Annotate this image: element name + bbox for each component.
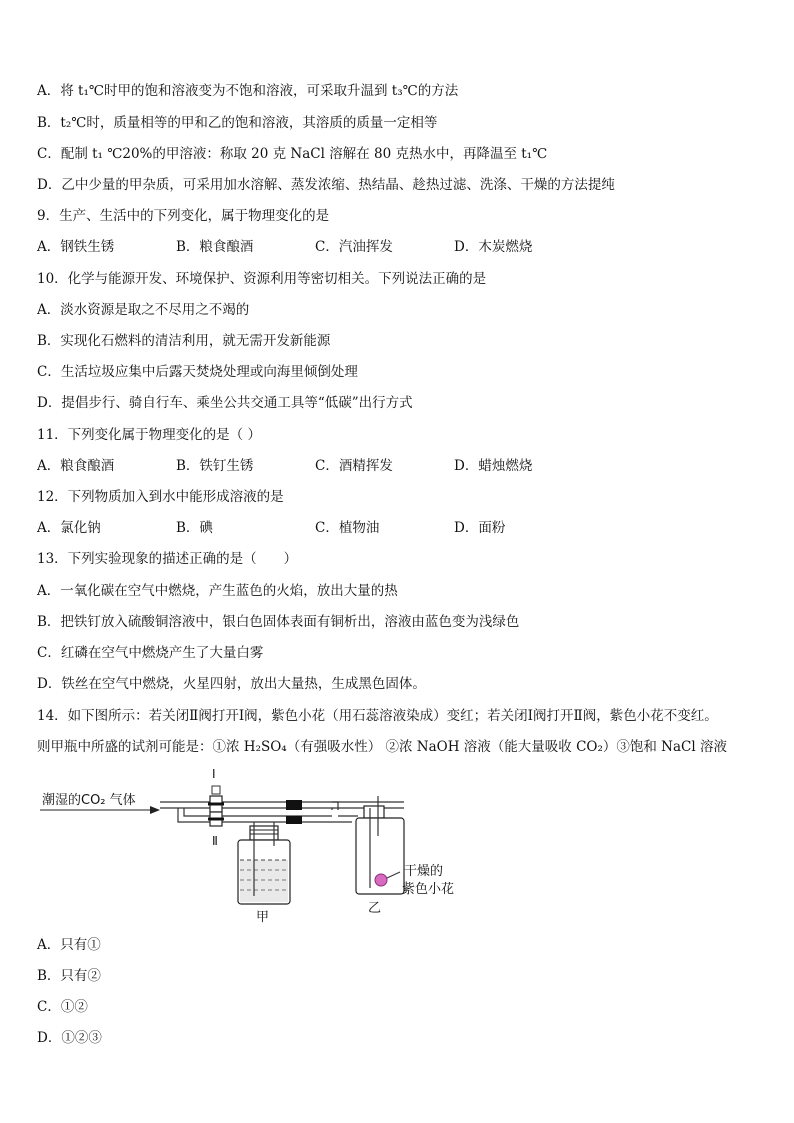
q13-option-b: B．把铁钉放入硫酸铜溶液中，银白色固体表面有铜析出，溶液由蓝色变为浅绿色 <box>37 614 520 630</box>
q14-option-b: B．只有② <box>37 968 101 984</box>
lower-tube <box>178 808 338 822</box>
q13-stem: 13．下列实验现象的描述正确的是（ ） <box>37 551 298 567</box>
q9-option-c: C．汽油挥发 <box>315 239 393 255</box>
q10-stem: 10．化学与能源开发、环境保护、资源利用等密切相关。下列说法正确的是 <box>37 271 487 287</box>
q8-option-c: C．配制 t₁ ℃20%的甲溶液：称取 20 克 NaCl 溶解在 80 克热水中，再降温至 t₁℃ <box>37 146 548 162</box>
gas-label: 潮湿的CO₂ 气体 <box>42 793 136 808</box>
upper-tube <box>160 802 338 810</box>
q8-option-a: A．将 t₁℃时甲的饱和溶液变为不饱和溶液，可采取升温到 t₃℃的方法 <box>37 83 459 99</box>
flower-icon <box>375 874 387 886</box>
bottle-b-stopper <box>364 806 384 818</box>
q14-option-c: C．①② <box>37 999 88 1015</box>
q11-stem: 11．下列变化属于物理变化的是（ ） <box>37 427 261 443</box>
q8-option-b: B．t₂℃时，质量相等的甲和乙的饱和溶液，其溶质的质量一定相等 <box>37 115 438 131</box>
q11-options <box>37 457 593 475</box>
bottle-b-label: 乙 <box>368 901 382 916</box>
q14-stem-line2: 则甲瓶中所盛的试剂可能是：①浓 H₂SO₄（有强吸水性） ②浓 NaOH 溶液（能大量吸收 CO₂）③饱和 NaCl 溶液 <box>37 739 727 755</box>
q12-option-a: A．氯化钠 <box>37 520 101 536</box>
rubber-joint <box>286 800 302 810</box>
q14-option-a: A．只有① <box>37 937 101 953</box>
q9-option-d: D．木炭燃烧 <box>454 239 533 255</box>
q12-stem: 12．下列物质加入到水中能形成溶液的是 <box>37 489 284 505</box>
valve-1-label: Ⅰ <box>212 767 216 781</box>
q12-option-d: D．面粉 <box>454 520 506 536</box>
q14-stem-line1: 14．如下图所示：若关闭Ⅱ阀打开Ⅰ阀，紫色小花（用石蕊溶液染成）变红；若关闭Ⅰ阀打开Ⅱ阀，紫色小花不变红。 <box>37 708 718 724</box>
q10-option-c: C．生活垃圾应集中后露天焚烧处理或向海里倾倒处理 <box>37 364 358 380</box>
q9-option-b: B．粮食酿酒 <box>176 239 254 255</box>
q13-option-a: A．一氧化碳在空气中燃烧，产生蓝色的火焰，放出大量的热 <box>37 583 398 599</box>
flower-label-2: 紫色小花 <box>402 882 455 897</box>
q10-option-a: A．淡水资源是取之不尽用之不竭的 <box>37 302 250 318</box>
q9-stem: 9．生产、生活中的下列变化，属于物理变化的是 <box>37 208 330 224</box>
q12-option-b: B．碘 <box>176 520 213 536</box>
valve-2-label: Ⅱ <box>212 834 218 848</box>
q13-option-d: D．铁丝在空气中燃烧，火星四射，放出大量热，生成黑色固体。 <box>37 676 426 692</box>
q10-option-b: B．实现化石燃料的清洁利用，就无需开发新能源 <box>37 333 331 349</box>
q13-option-c: C．红磷在空气中燃烧产生了大量白雾 <box>37 645 264 661</box>
q9-option-a: A．钢铁生锈 <box>37 239 115 255</box>
q12-option-c: C．植物油 <box>315 520 380 536</box>
q12-options <box>37 519 593 537</box>
q8-option-d: D．乙中少量的甲杂质，可采用加水溶解、蒸发浓缩、热结晶、趁热过滤、洗涤、干燥的方法提纯 <box>37 177 615 193</box>
arrow-head <box>150 806 160 814</box>
q14-option-d: D．①②③ <box>37 1030 102 1046</box>
flower-label-1: 干燥的 <box>404 864 444 879</box>
q10-option-d: D．提倡步行、骑自行车、乘坐公共交通工具等“低碳”出行方式 <box>37 395 413 411</box>
q11-option-a: A．粮食酿酒 <box>37 458 115 474</box>
bottle-a-liquid <box>240 860 288 902</box>
q9-options <box>37 238 593 256</box>
q11-option-b: B．铁钉生锈 <box>176 458 254 474</box>
q11-option-d: D．蜡烛燃烧 <box>454 458 533 474</box>
q11-option-c: C．酒精挥发 <box>315 458 393 474</box>
bottle-a-label: 甲 <box>256 910 270 925</box>
gas-apparatus-diagram <box>38 766 478 926</box>
